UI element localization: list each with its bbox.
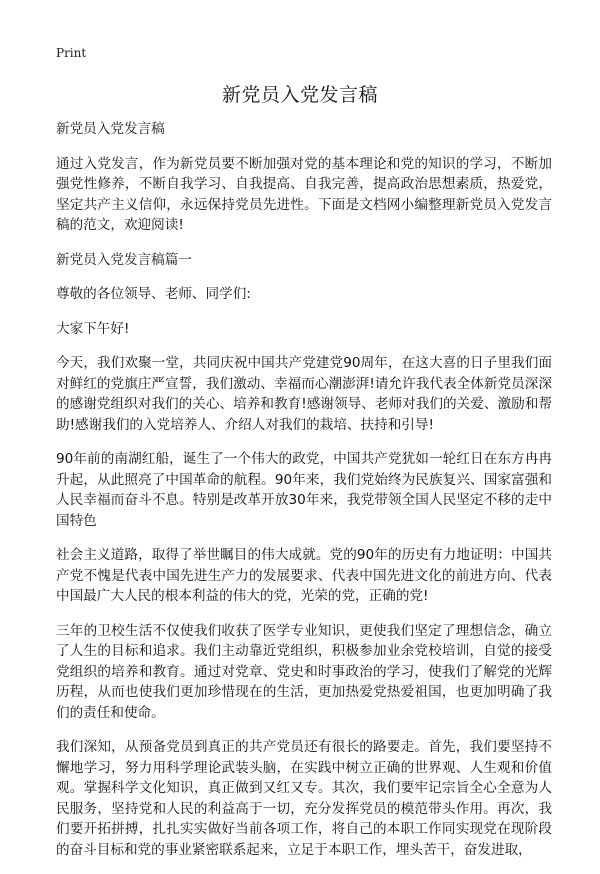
greeting: 大家下午好! [56, 320, 130, 337]
document-body [56, 119, 552, 874]
document-title: 新党员入党发言稿 [221, 84, 378, 106]
body-paragraph: 90年前的南湖红船，诞生了一个伟大的政党，中国共产党犹如一轮红日在东方冉冉升起，从此照亮了中国革命的航程。90年来，我们党始终为民族复兴、国家富强和人民幸福而奋斗不息。特别是改革开放30年来，我党带领全国人民坚定不移的走中国特色 [56, 451, 552, 529]
body-paragraph: 社会主义道路，取得了举世瞩目的伟大成就。党的90年的历史有力地证明：中国共产党不愧是代表中国先进生产力的发展要求、代表中国先进文化的前进方向、代表中国最广大人民的根本利益的伟大的党，光荣的党，正确的党! [56, 547, 552, 604]
intro-heading: 新党员入党发言稿 [56, 121, 165, 137]
body-paragraph: 我们深知，从预备党员到真正的共产党员还有很长的路要走。首先，我们要坚持不懈地学习，努力用科学理论武装头脑，在实践中树立正确的世界观、人生观和价值观。掌握科学文化知识，真正做到又红又专。其次，我们要牢记宗旨全心全意为人民服务，坚持党和人民的利益高于一切，充分发挥党员的模范带头作用。再次，我们要开拓拼搏，扎扎实实做好当前各项工作，将自己的本职工作同实现党在现阶段的奋斗目标和党的事业紧密联系起来，立足于本职工作，埋头苦干，奋发进取， [56, 739, 552, 858]
print-link[interactable]: Print [56, 46, 87, 60]
section-heading: 新党员入党发言稿篇一 [56, 251, 192, 268]
intro-paragraph: 通过入党发言，作为新党员要不断加强对党的基本理论和党的知识的学习，不断加强党性修养，不断自我学习、自我提高、自我完善，提高政治思想素质，热爱党，坚定共产主义信仰，永远保持党员先进性。下面是文档网小编整理新党员入党发言稿的范文，欢迎阅读! [56, 155, 552, 233]
body-paragraph: 三年的卫校生活不仅使我们收获了医学专业知识，更使我们坚定了理想信念，确立了人生的目标和追求。我们主动靠近党组织，积极参加业余党校培训，自觉的接受党组织的培养和教育。通过对党章、党史和时事政治的学习，使我们了解党的光辉历程，从而也使我们更加珍惜现在的生活，更加热爱党热爱祖国，也更加明确了我们的责任和使命。 [56, 622, 552, 721]
body-paragraph: 今天，我们欢聚一堂，共同庆祝中国共产党建党90周年，在这大喜的日子里我们面对鲜红的党旗庄严宣誓，我们激动、幸福而心潮澎湃!请允许我代表全体新党员深深的感谢党组织对我们的关心、培养和教育!感谢领导、老师对我们的关爱、激励和帮助!感谢我们的入党培养人、介绍人对我们的栽培、扶持和引导! [56, 355, 552, 433]
salutation: 尊敬的各位领导、老师、同学们: [56, 286, 251, 302]
